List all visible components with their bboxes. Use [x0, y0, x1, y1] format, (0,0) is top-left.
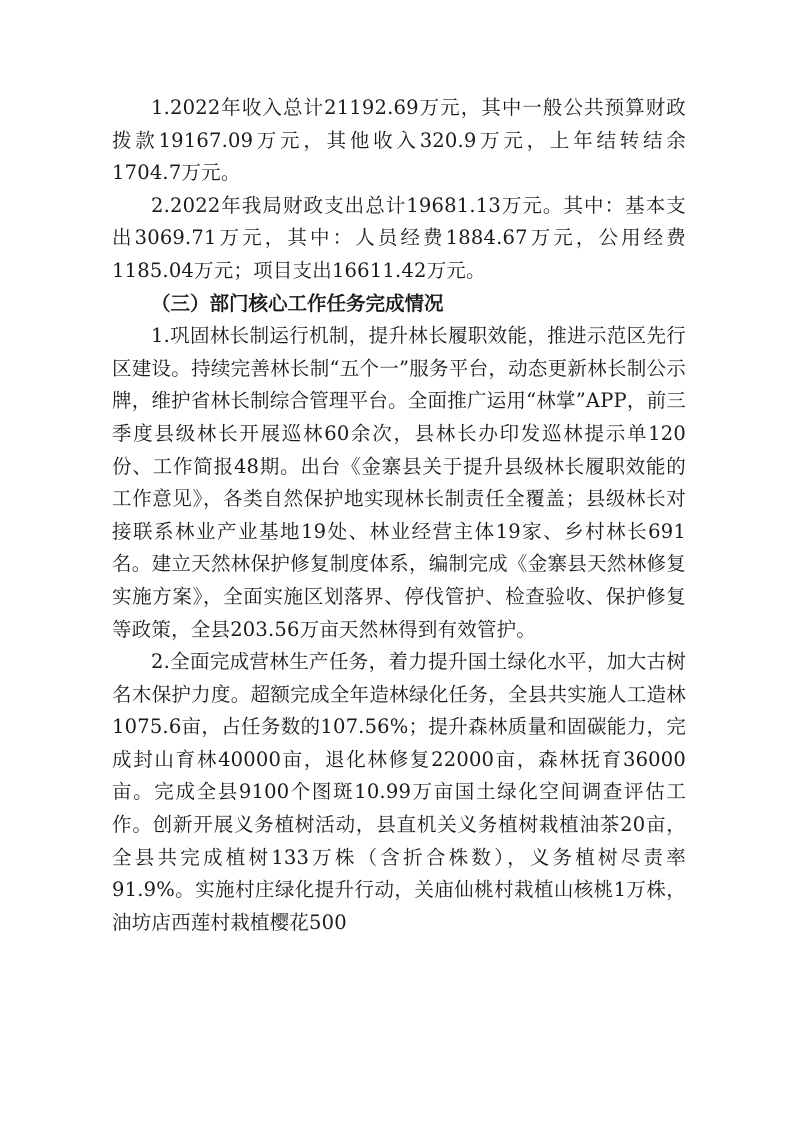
paragraph-revenue-total: 1.2022年收入总计21192.69万元，其中一般公共预算财政拨款19167.09万元，其他收入320.9万元，上年结转结余1704.7万元。: [112, 96, 686, 185]
document-page: [112, 92, 686, 939]
paragraph-expenditure-total: 2.2022年我局财政支出总计19681.13万元。其中：基本支出3069.71万元，其中：人员经费1884.67万元，公用经费1185.04万元；项目支出16611.42万元。: [112, 193, 686, 282]
paragraph-forest-chief-system: 1.巩固林长制运行机制，提升林长履职效能，推进示范区先行区建设。持续完善林长制“五个一”服务平台，动态更新林长制公示牌，维护省林长制综合管理平台。全面推广运用“林掌”APP，前三季度县级林长开展巡林60余次，县林长办印发巡林提示单120份、工作简报48期。出台《金寨县关于提升县级林长履职效能的工作意见》，各类自然保护地实现林长制责任全覆盖；县级林长对接联系林业产业基地19处、林业经营主体19家、乡村林长691名。建立天然林保护修复制度体系，编制完成《金寨县天然林修复实施方案》，全面实施区划落界、停伐管护、检查验收、保护修复等政策，全县203.56万亩天然林得到有效管护。: [112, 324, 686, 641]
paragraph-afforestation-tasks: 2.全面完成营林生产任务，着力提升国土绿化水平，加大古树名木保护力度。超额完成全年造林绿化任务，全县共实施人工造林1075.6亩，占任务数的107.56%；提升森林质量和固碳能力，完成封山育林40000亩，退化林修复22000亩，森林抚育36000亩。完成全县9100个图斑10.99万亩国土绿化空间调查评估工作。创新开展义务植树活动，县直机关义务植树栽植油茶20亩，全县共完成植树133万株（含折合株数），义务植树尽责率91.9%。实施村庄绿化提升行动，关庙仙桃村栽植山核桃1万株，油坊店西莲村栽植樱花500: [112, 650, 686, 934]
section-heading-core-tasks: （三）部门核心工作任务完成情况: [151, 291, 444, 315]
